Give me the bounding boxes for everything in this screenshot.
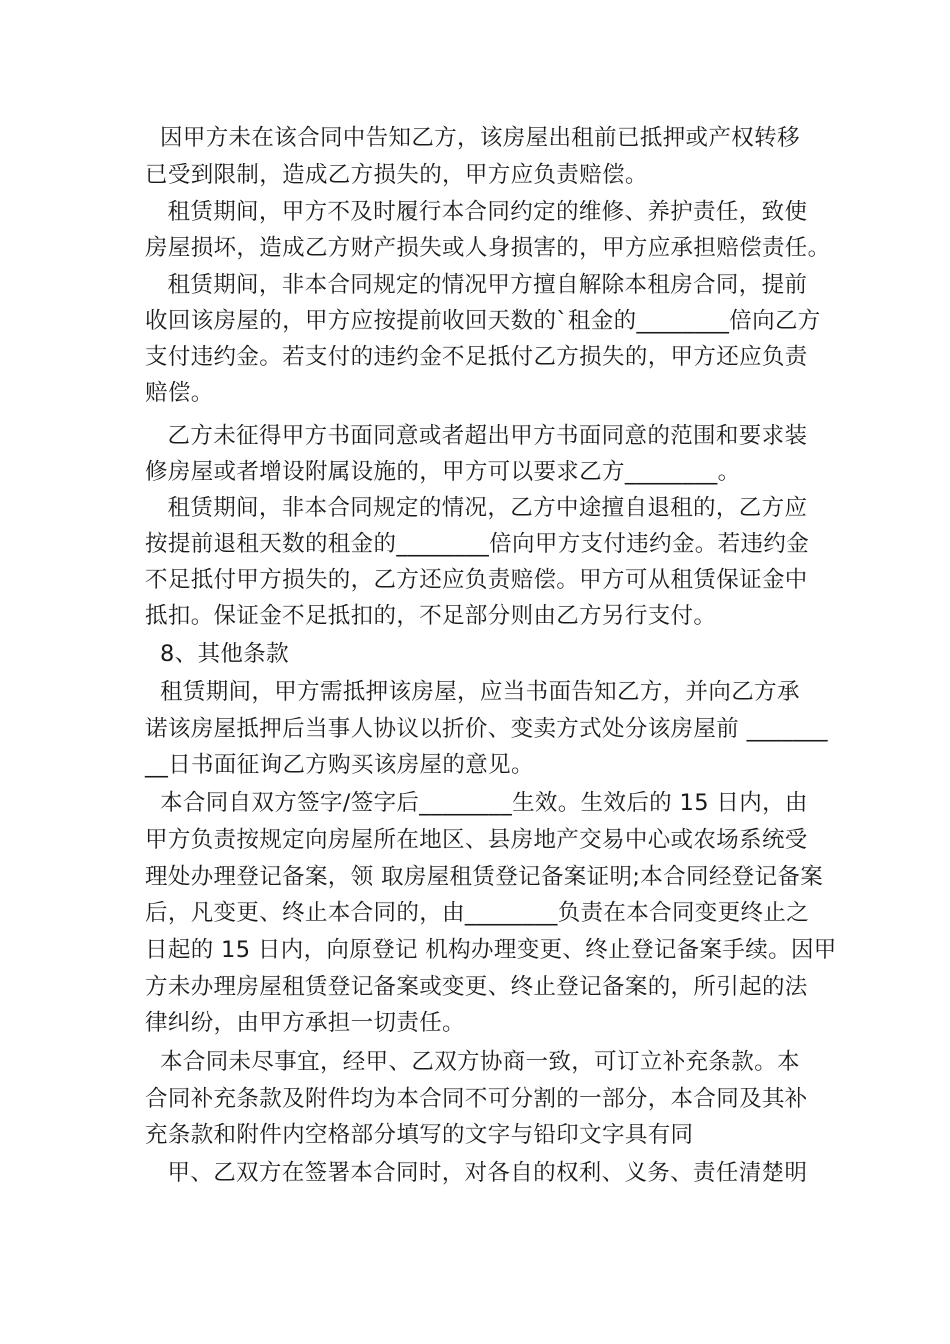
text-line: 租赁期间，甲方不及时履行本合同约定的维修、养护责任，致使 xyxy=(145,199,808,225)
text-line: 日起的 15 日内，向原登记 机构办理变更、终止登记备案手续。因甲 xyxy=(145,937,837,963)
text-line: 支付违约金。若支付的违约金不足抵付乙方损失的，甲方还应负责 xyxy=(145,344,808,370)
text-line: 后，凡变更、终止本合同的，由________负责在本合同变更终止之 xyxy=(145,900,810,926)
text-line: 抵扣。保证金不足抵扣的，不足部分则由乙方另行支付。 xyxy=(145,603,717,629)
text-line: 因甲方未在该合同中告知乙方，该房屋出租前已抵押或产权转移 xyxy=(145,125,800,151)
text-line: 律纠纷，由甲方承担一切责任。 xyxy=(145,1010,465,1036)
text-line: 已受到限制，造成乙方损失的，甲方应负责赔偿。 xyxy=(145,162,648,188)
text-line: __日书面征询乙方购买该房屋的意见。 xyxy=(145,752,534,778)
text-line: 甲、乙双方在签署本合同时，对各自的权利、义务、责任清楚明 xyxy=(145,1160,808,1186)
text-line: 房屋损坏，造成乙方财产损失或人身损害的，甲方应承担赔偿责任。 xyxy=(145,235,831,261)
text-line: 理处办理登记备案，领 取房屋租赁登记备案证明;本合同经登记备案 xyxy=(145,864,824,890)
text-line: 乙方未征得甲方书面同意或者超出甲方书面同意的范围和要求装 xyxy=(145,423,808,449)
text-line: 方未办理房屋租赁登记备案或变更、终止登记备案的，所引起的法 xyxy=(145,974,808,1000)
text-line: 甲方负责按规定向房屋所在地区、县房地产交易中心或农场系统受 xyxy=(145,827,808,853)
text-line: 赔偿。 xyxy=(145,380,214,406)
text-line: 租赁期间，非本合同规定的情况甲方擅自解除本租房合同，提前 xyxy=(145,272,808,298)
text-line: 合同补充条款及附件均为本合同不可分割的一部分，本合同及其补 xyxy=(145,1086,808,1112)
text-line: 租赁期间，非本合同规定的情况，乙方中途擅自退租的，乙方应 xyxy=(145,495,808,521)
text-line: 诺该房屋抵押后当事人协议以折价、变卖方式处分该房屋前 _______ xyxy=(145,716,828,742)
text-line: 本合同自双方签字/签字后________生效。生效后的 15 日内，由 xyxy=(145,790,808,816)
text-line: 充条款和附件内空格部分填写的文字与铅印文字具有同 xyxy=(145,1122,694,1148)
text-line: 按提前退租天数的租金的________倍向甲方支付违约金。若违约金 xyxy=(145,531,810,557)
text-line: 收回该房屋的，甲方应按提前收回天数的`租金的________倍向乙方 xyxy=(145,308,821,334)
text-line: 修房屋或者增设附属设施的，甲方可以要求乙方________。 xyxy=(145,459,741,485)
text-line: 租赁期间，甲方需抵押该房屋，应当书面告知乙方，并向乙方承 xyxy=(145,679,800,705)
text-line: 不足抵付甲方损失的，乙方还应负责赔偿。甲方可从租赁保证金中 xyxy=(145,567,808,593)
text-line: 本合同未尽事宜，经甲、乙双方协商一致，可订立补充条款。本 xyxy=(145,1049,800,1075)
section-heading: 8、其他条款 xyxy=(145,641,289,667)
